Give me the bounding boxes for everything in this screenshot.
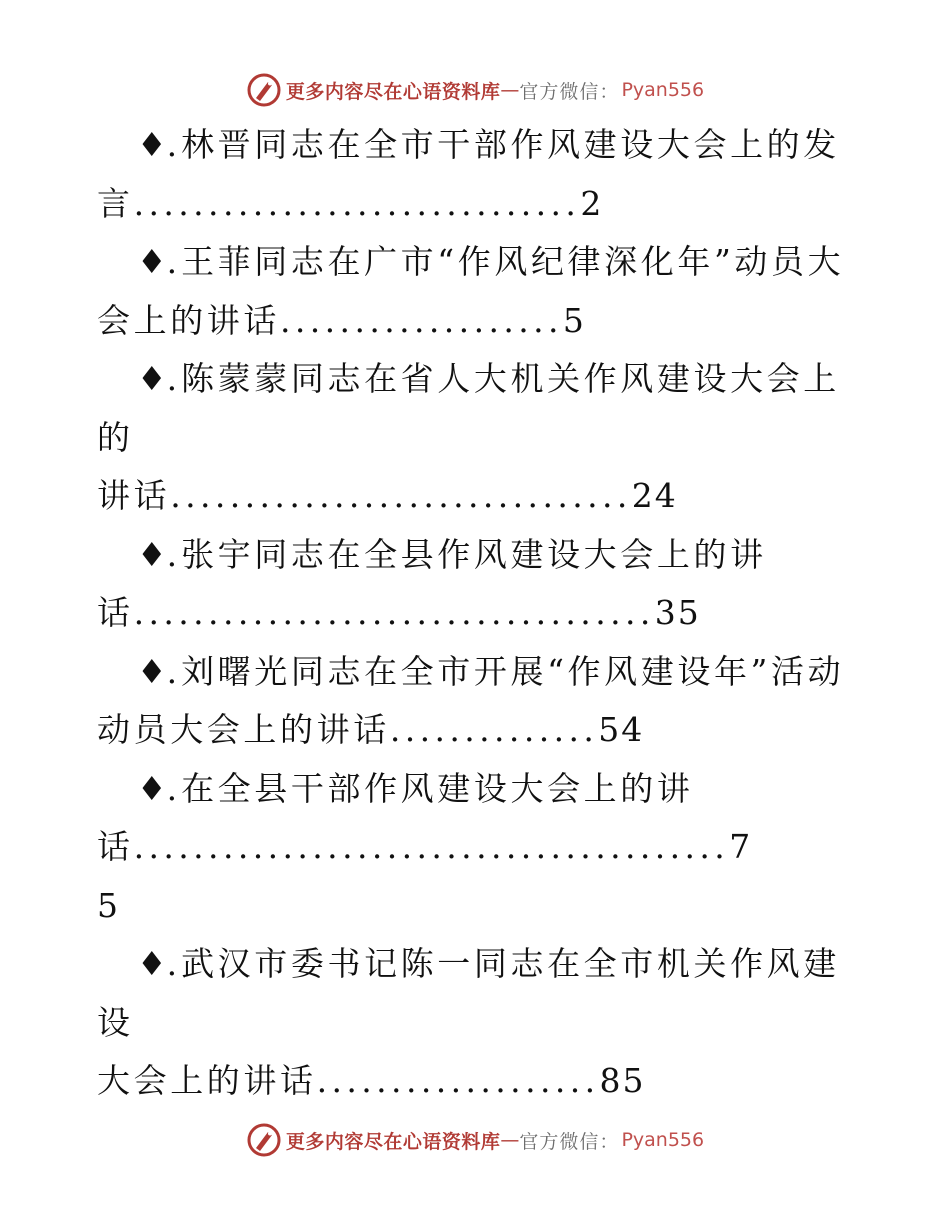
toc-entry[interactable]: [97, 526, 867, 643]
diamond-bullet-icon: ♦.: [137, 125, 178, 164]
toc-entry[interactable]: [97, 116, 867, 233]
watermark-wechat-id: Pyan556: [621, 79, 705, 101]
toc-leader-dots: ...............................: [170, 476, 632, 515]
pen-logo-icon: [246, 1122, 282, 1158]
toc-page-number-wrap: 5: [97, 885, 120, 925]
toc-page-number: 7: [729, 827, 753, 866]
toc-entry[interactable]: [97, 760, 867, 936]
toc-leader-dots: ..............................: [133, 183, 581, 223]
toc-entry-title-cont: 言: [97, 183, 134, 223]
watermark-text: 更多内容尽在心语资料库: [285, 80, 501, 103]
toc-entry[interactable]: [97, 233, 867, 350]
watermark-wechat-label: 官方微信：: [519, 1130, 620, 1153]
watermark-text: 更多内容尽在心语资料库: [285, 1130, 501, 1153]
footer-watermark: [0, 1120, 950, 1160]
watermark-dash: —: [500, 1129, 520, 1151]
diamond-bullet-icon: ♦.: [137, 768, 178, 808]
toc-entry-title: 武汉市委书记陈一同志在全市机关作风建设: [97, 944, 840, 1042]
diamond-bullet-icon: ♦.: [137, 242, 178, 281]
watermark-wechat-id: Pyan556: [621, 1129, 705, 1151]
toc-leader-dots: ..............: [389, 710, 599, 749]
diamond-bullet-icon: ♦.: [137, 534, 178, 574]
toc-entry-title-cont: 话: [97, 593, 134, 632]
toc-page-number: 24: [631, 476, 678, 515]
toc-leader-dots: ........................................: [133, 827, 730, 866]
toc-entry-title: 陈蒙蒙同志在省人大机关作风建设大会上的: [97, 359, 840, 457]
toc-entry-title-cont: 动员大会上的讲话: [97, 710, 390, 749]
toc-page-number: 2: [580, 183, 604, 223]
toc-page-number: 5: [562, 300, 586, 340]
toc-entry[interactable]: [97, 643, 867, 760]
header-watermark: [0, 70, 950, 110]
toc-entry[interactable]: [97, 350, 867, 526]
toc-entry-title: 张宇同志在全县作风建设大会上的讲: [181, 534, 767, 574]
diamond-bullet-icon: ♦.: [137, 651, 178, 691]
diamond-bullet-icon: ♦.: [137, 359, 178, 398]
toc-entry-title-cont: 话: [97, 827, 134, 866]
toc-entry-title-cont: 大会上的讲话: [97, 1061, 317, 1100]
toc-entry-title: 王菲同志在广市“作风纪律深化年”动员大: [181, 242, 845, 281]
toc-page-number: 35: [654, 593, 701, 632]
toc-leader-dots: ...................................: [133, 593, 655, 632]
watermark-dash: —: [500, 79, 520, 101]
toc-leader-dots: ...................: [280, 300, 563, 340]
toc-page-number: 54: [598, 710, 645, 749]
toc-page-number: 85: [599, 1061, 646, 1100]
toc-entry-title: 林晋同志在全市干部作风建设大会上的发: [181, 125, 840, 164]
toc-leader-dots: ...................: [316, 1061, 600, 1100]
table-of-contents: [97, 116, 867, 1111]
watermark-wechat-label: 官方微信：: [519, 80, 620, 103]
toc-entry[interactable]: [97, 935, 867, 1111]
toc-entry-title-cont: 讲话: [97, 476, 171, 515]
diamond-bullet-icon: ♦.: [137, 944, 178, 983]
pen-logo-icon: [246, 72, 282, 108]
toc-entry-title: 刘曙光同志在全市开展“作风建设年”活动: [181, 651, 845, 691]
toc-entry-title: 在全县干部作风建设大会上的讲: [181, 768, 694, 808]
toc-entry-title-cont: 会上的讲话: [97, 300, 280, 340]
